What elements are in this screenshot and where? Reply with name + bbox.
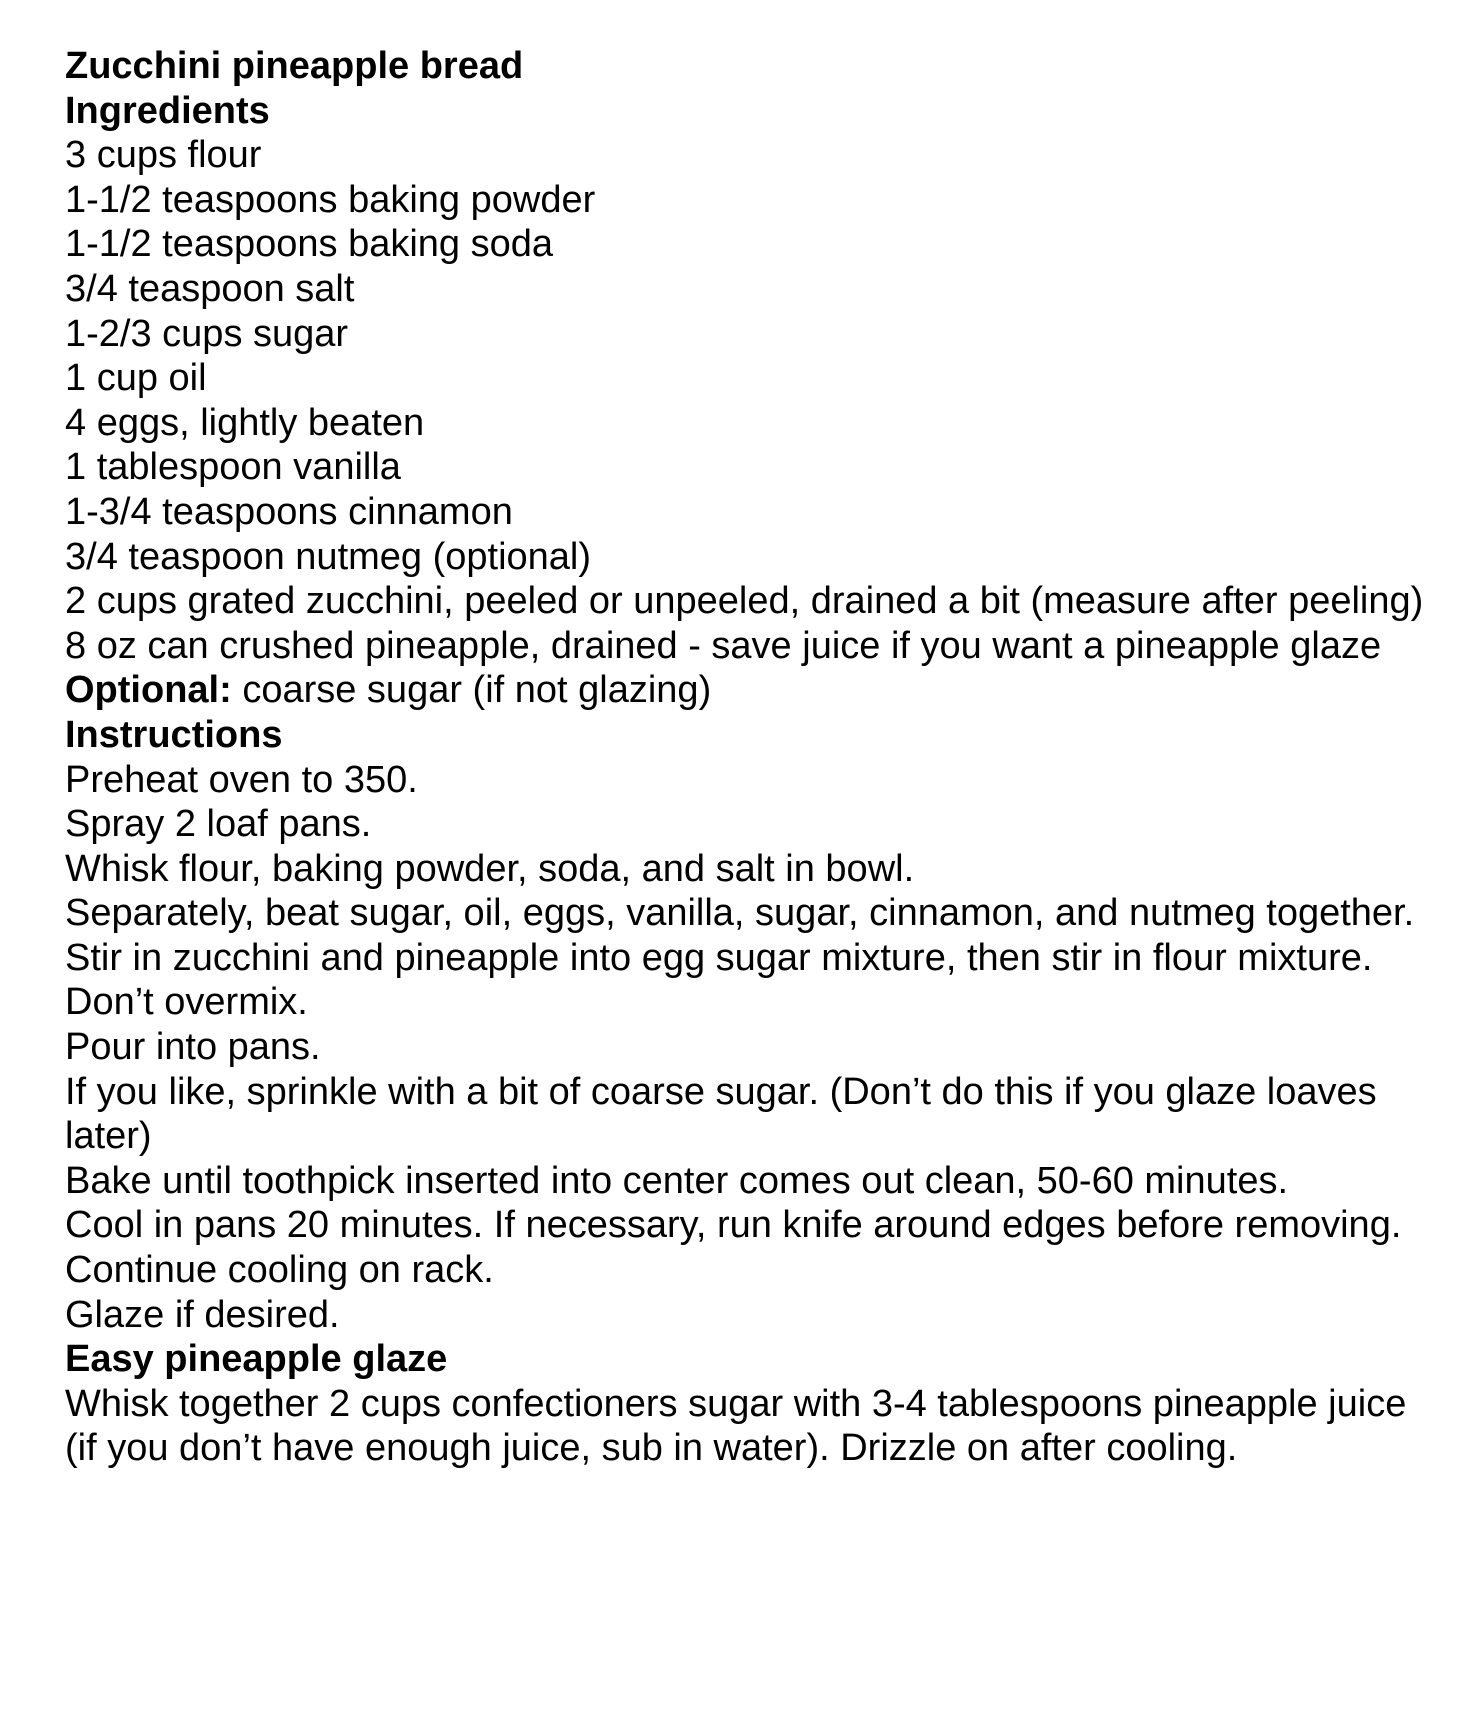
ingredient-item: 2 cups grated zucchini, peeled or unpeeled, drained a bit (measure after peeling)	[65, 580, 1424, 623]
ingredient-item: 1-1/2 teaspoons baking soda	[65, 223, 554, 266]
ingredients-list	[65, 133, 1425, 668]
ingredient-item: 8 oz can crushed pineapple, drained - save juice if you want a pineapple glaze	[65, 624, 1382, 667]
ingredients-heading: Ingredients	[65, 89, 270, 132]
instruction-step: If you like, sprinkle with a bit of coarse sugar. (Don’t do this if you glaze loaves later)	[65, 1070, 1377, 1158]
recipe-document	[65, 44, 1425, 1471]
ingredient-item: 3/4 teaspoon salt	[65, 267, 355, 310]
glaze-text: Whisk together 2 cups confectioners sugar with 3-4 tablespoons pineapple juice (if you don’t have enough juice, sub in water). Drizzle on after cooling.	[65, 1382, 1407, 1470]
instructions-list	[65, 758, 1425, 1338]
instruction-step: Pour into pans.	[65, 1026, 321, 1069]
ingredient-item: 4 eggs, lightly beaten	[65, 401, 425, 444]
instruction-step: Preheat oven to 350.	[65, 758, 418, 801]
instructions-heading: Instructions	[65, 713, 283, 756]
ingredient-item: 1 tablespoon vanilla	[65, 446, 401, 489]
optional-line	[65, 668, 1425, 713]
optional-text: coarse sugar (if not glazing)	[231, 669, 712, 712]
instruction-step: Stir in zucchini and pineapple into egg sugar mixture, then stir in flour mixture. Don’t overmix.	[65, 936, 1373, 1024]
ingredient-item: 3 cups flour	[65, 134, 262, 177]
instruction-step: Cool in pans 20 minutes. If necessary, run knife around edges before removing. Continue cooling on rack.	[65, 1204, 1402, 1292]
glaze-heading: Easy pineapple glaze	[65, 1338, 448, 1381]
ingredient-item: 1-3/4 teaspoons cinnamon	[65, 490, 513, 533]
optional-label: Optional:	[65, 669, 232, 712]
instruction-step: Spray 2 loaf pans.	[65, 803, 372, 846]
ingredient-item: 1 cup oil	[65, 357, 207, 400]
ingredient-item: 1-2/3 cups sugar	[65, 312, 349, 355]
instruction-step: Separately, beat sugar, oil, eggs, vanilla, sugar, cinnamon, and nutmeg together.	[65, 892, 1415, 935]
instruction-step: Glaze if desired.	[65, 1293, 340, 1336]
instruction-step: Bake until toothpick inserted into center comes out clean, 50-60 minutes.	[65, 1159, 1289, 1202]
instruction-step: Whisk flour, baking powder, soda, and salt in bowl.	[65, 847, 915, 890]
recipe-title: Zucchini pineapple bread	[65, 45, 524, 87]
ingredient-item: 3/4 teaspoon nutmeg (optional)	[65, 535, 592, 578]
ingredient-item: 1-1/2 teaspoons baking powder	[65, 178, 596, 221]
